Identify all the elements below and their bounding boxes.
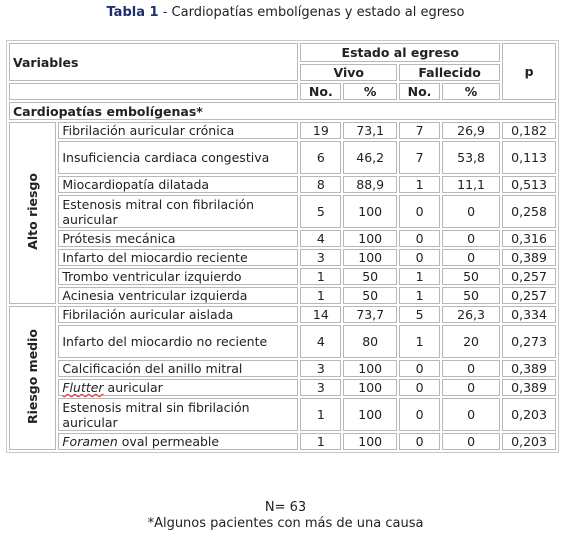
fallecido-pct-cell: 26,3 [442, 306, 500, 323]
table-row [9, 122, 556, 139]
vivo-pct-cell: 100 [343, 230, 397, 247]
fallecido-no-cell: 0 [399, 249, 440, 266]
fallecido-pct-cell: 0 [442, 379, 500, 396]
fallecido-no-cell: 0 [399, 433, 440, 450]
variable-cell: Fibrilación auricular crónica [58, 122, 298, 139]
fallecido-pct-cell: 26,9 [442, 122, 500, 139]
footer-note: *Algunos pacientes con más de una causa [147, 516, 424, 531]
variable-cell: Acinesia ventricular izquierda [58, 287, 298, 304]
fallecido-no-cell: 0 [399, 398, 440, 431]
fallecido-no-cell: 0 [399, 195, 440, 228]
variable-cell [58, 379, 298, 396]
fallecido-no-cell: 1 [399, 176, 440, 193]
p-value-cell: 0,203 [502, 433, 556, 450]
vivo-pct-cell: 50 [343, 268, 397, 285]
vivo-pct-cell: 100 [343, 360, 397, 377]
group-label: Alto riesgo [25, 173, 41, 250]
vivo-pct-cell: 100 [343, 433, 397, 450]
fallecido-pct-cell: 50 [442, 268, 500, 285]
header-vivo-pct: % [343, 83, 397, 100]
table-row [9, 141, 556, 174]
vivo-no-cell: 6 [300, 141, 341, 174]
header-estado-egreso: Estado al egreso [300, 43, 500, 62]
p-value-cell: 0,513 [502, 176, 556, 193]
fallecido-pct-cell: 50 [442, 287, 500, 304]
vivo-no-cell: 4 [300, 325, 341, 358]
variable-cell: Infarto del miocardio reciente [58, 249, 298, 266]
variable-italic: Foramen [62, 434, 118, 449]
vivo-pct-cell: 100 [343, 195, 397, 228]
variable-cell: Calcificación del anillo mitral [58, 360, 298, 377]
group-label-cell [9, 306, 56, 450]
header-variables: Variables [9, 43, 298, 81]
table-row [9, 398, 556, 431]
caption-label: Tabla 1 [106, 5, 159, 20]
p-value-cell: 0,273 [502, 325, 556, 358]
fallecido-no-cell: 1 [399, 325, 440, 358]
table-row [9, 249, 556, 266]
p-value-cell: 0,113 [502, 141, 556, 174]
p-value-cell: 0,389 [502, 379, 556, 396]
variable-rest: auricular [103, 380, 163, 395]
fallecido-no-cell: 0 [399, 230, 440, 247]
caption-text: Cardiopatías embolígenas y estado al egreso [171, 5, 465, 20]
p-value-cell: 0,257 [502, 268, 556, 285]
vivo-no-cell: 3 [300, 249, 341, 266]
fallecido-pct-cell: 0 [442, 195, 500, 228]
fallecido-pct-cell: 20 [442, 325, 500, 358]
table-row [9, 379, 556, 396]
p-value-cell: 0,389 [502, 249, 556, 266]
vivo-pct-cell: 100 [343, 379, 397, 396]
p-value-cell: 0,182 [502, 122, 556, 139]
vivo-pct-cell: 73,1 [343, 122, 397, 139]
header-blank [9, 83, 298, 100]
fallecido-pct-cell: 0 [442, 433, 500, 450]
header-vivo: Vivo [300, 64, 397, 81]
fallecido-no-cell: 5 [399, 306, 440, 323]
fallecido-no-cell: 0 [399, 360, 440, 377]
vivo-pct-cell: 73,7 [343, 306, 397, 323]
footer-n: N= 63 [264, 500, 307, 515]
variable-cell: Infarto del miocardio no reciente [58, 325, 298, 358]
p-value-cell: 0,334 [502, 306, 556, 323]
vivo-no-cell: 4 [300, 230, 341, 247]
vivo-pct-cell: 100 [343, 249, 397, 266]
fallecido-pct-cell: 0 [442, 230, 500, 247]
table-row [9, 325, 556, 358]
p-value-cell: 0,316 [502, 230, 556, 247]
fallecido-pct-cell: 0 [442, 360, 500, 377]
header-p: p [502, 43, 556, 100]
vivo-no-cell: 3 [300, 360, 341, 377]
header-fallecido-pct: % [442, 83, 500, 100]
fallecido-no-cell: 7 [399, 122, 440, 139]
vivo-pct-cell: 100 [343, 398, 397, 431]
table-caption [0, 4, 571, 22]
table-row [9, 176, 556, 193]
fallecido-pct-cell: 0 [442, 249, 500, 266]
header-fallecido: Fallecido [399, 64, 500, 81]
table-row [9, 306, 556, 323]
section-title: Cardiopatías embolígenas* [9, 102, 556, 120]
vivo-no-cell: 8 [300, 176, 341, 193]
fallecido-pct-cell: 53,8 [442, 141, 500, 174]
header-vivo-no: No. [300, 83, 341, 100]
fallecido-pct-cell: 11,1 [442, 176, 500, 193]
header-fallecido-no: No. [399, 83, 440, 100]
vivo-no-cell: 1 [300, 433, 341, 450]
table-row [9, 360, 556, 377]
variable-rest: oval permeable [117, 434, 220, 449]
p-value-cell: 0,389 [502, 360, 556, 377]
fallecido-no-cell: 7 [399, 141, 440, 174]
vivo-no-cell: 1 [300, 398, 341, 431]
variable-cell: Estenosis mitral con fibrilación auricular [58, 195, 298, 228]
p-value-cell: 0,257 [502, 287, 556, 304]
p-value-cell: 0,203 [502, 398, 556, 431]
variable-cell: Trombo ventricular izquierdo [58, 268, 298, 285]
group-label-cell [9, 122, 56, 304]
vivo-no-cell: 5 [300, 195, 341, 228]
vivo-no-cell: 1 [300, 287, 341, 304]
fallecido-no-cell: 1 [399, 268, 440, 285]
variable-italic: Flutter [62, 380, 104, 395]
fallecido-pct-cell: 0 [442, 398, 500, 431]
variable-cell: Estenosis mitral sin fibrilación auricular [58, 398, 298, 431]
p-value-cell: 0,258 [502, 195, 556, 228]
data-table [6, 40, 559, 453]
variable-cell: Miocardiopatía dilatada [58, 176, 298, 193]
fallecido-no-cell: 0 [399, 379, 440, 396]
vivo-pct-cell: 50 [343, 287, 397, 304]
table-row [9, 195, 556, 228]
group-label: Riesgo medio [25, 328, 41, 425]
variable-cell: Prótesis mecánica [58, 230, 298, 247]
vivo-no-cell: 14 [300, 306, 341, 323]
table-row [9, 268, 556, 285]
vivo-pct-cell: 46,2 [343, 141, 397, 174]
vivo-pct-cell: 80 [343, 325, 397, 358]
vivo-no-cell: 3 [300, 379, 341, 396]
table-row [9, 287, 556, 304]
vivo-no-cell: 1 [300, 268, 341, 285]
variable-cell: Fibrilación auricular aislada [58, 306, 298, 323]
table-row [9, 230, 556, 247]
table-row [9, 433, 556, 450]
vivo-pct-cell: 88,9 [343, 176, 397, 193]
variable-cell: Insuficiencia cardiaca congestiva [58, 141, 298, 174]
variable-cell [58, 433, 298, 450]
caption-dash: - [158, 5, 172, 20]
fallecido-no-cell: 1 [399, 287, 440, 304]
vivo-no-cell: 19 [300, 122, 341, 139]
